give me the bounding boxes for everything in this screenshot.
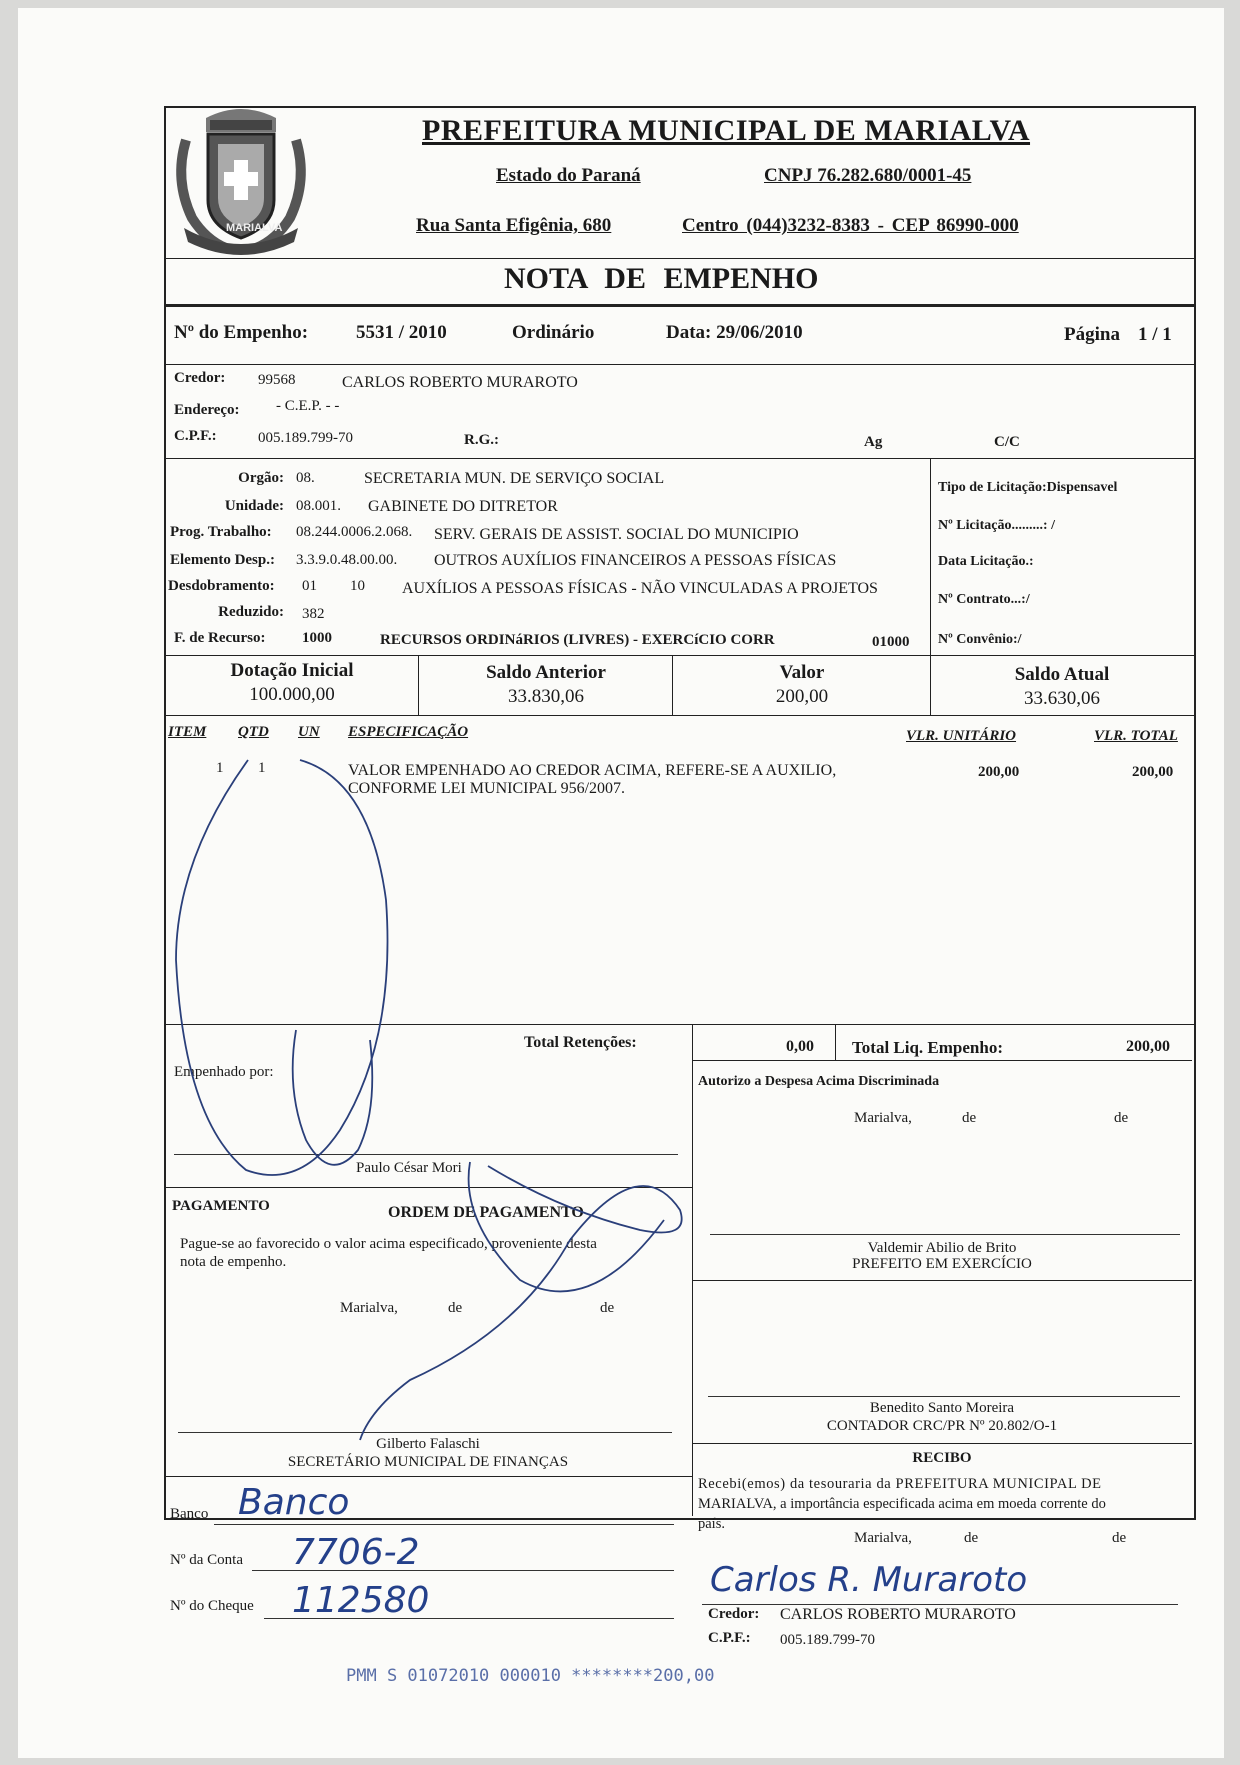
contador-cargo: CONTADOR CRC/PR Nº 20.802/O-1 <box>826 1418 1058 1434</box>
reduzido-label: Reduzido: <box>218 604 284 620</box>
valor-label: Valor <box>779 662 825 683</box>
row-item: 1 <box>216 760 224 776</box>
prefeito-nome: Valdemir Abilio de Brito <box>867 1240 1017 1256</box>
recibo-title: RECIBO <box>912 1450 972 1466</box>
ag-label: Ag <box>864 434 883 450</box>
row-total-value: 200,00 <box>1132 764 1174 780</box>
ordem-pagamento-label: ORDEM DE PAGAMENTO <box>388 1204 584 1221</box>
recibo-credor-nome: CARLOS ROBERTO MURAROTO <box>780 1606 1016 1623</box>
cc-label: C/C <box>994 434 1020 450</box>
pagamento-local: Marialva, <box>340 1300 398 1316</box>
saldo-atual-value: 33.630,06 <box>1024 688 1100 709</box>
payment-stamp: PMM S 01072010 000010 ********200,00 <box>346 1666 715 1686</box>
total-liq-label: Total Liq. Empenho: <box>852 1038 1003 1057</box>
conta-handwritten: 7706-2 <box>292 1532 420 1573</box>
prog-name: SERV. GERAIS DE ASSIST. SOCIAL DO MUNICIPIO <box>434 526 799 543</box>
page-label: Página <box>1064 324 1120 345</box>
col-qtd-header: QTD <box>238 724 269 740</box>
reduzido-value: 382 <box>302 606 325 622</box>
elemento-label: Elemento Desp.: <box>170 552 275 568</box>
empenho-number-label: Nº do Empenho: <box>174 322 309 343</box>
credor-name: CARLOS ROBERTO MURAROTO <box>342 374 578 391</box>
retencoes-label: Total Retenções: <box>524 1034 637 1051</box>
retencoes-value: 0,00 <box>786 1038 814 1055</box>
cpf-label: C.P.F.: <box>174 428 217 444</box>
desdobramento-code1: 01 <box>302 578 317 594</box>
recibo-text-line2: MARIALVA, a importância especificada acima em moeda corrente do <box>698 1496 1106 1512</box>
banco-label: Banco <box>170 1506 209 1522</box>
pagamento-de2: de <box>600 1300 615 1316</box>
recibo-local: Marialva, <box>854 1530 912 1546</box>
recibo-text-line3: país. <box>698 1516 725 1532</box>
unidade-name: GABINETE DO DITRETOR <box>368 498 558 515</box>
empenho-number: 5531 / 2010 <box>356 322 447 343</box>
secretario-cargo: SECRETÁRIO MUNICIPAL DE FINANÇAS <box>287 1454 569 1470</box>
recibo-cpf-label: C.P.F.: <box>708 1630 751 1646</box>
autorizo-de1: de <box>962 1110 977 1126</box>
numero-convenio: Nº Convênio:/ <box>938 632 1022 647</box>
prog-label: Prog. Trabalho: <box>170 524 272 540</box>
dotacao-inicial-label: Dotação Inicial <box>230 660 354 681</box>
recurso-name: RECURSOS ORDINáRIOS (LIVRES) - EXERCíCIO CORR <box>380 632 775 648</box>
row-espec-line1: VALOR EMPENHADO AO CREDOR ACIMA, REFERE-SE A AUXILIO, <box>348 762 837 779</box>
contact-text: Centro (044)3232-8383 - CEP 86990-000 <box>682 215 1019 236</box>
recibo-text-line1: Recebi(emos) da tesouraria da PREFEITURA MUNICIPAL DE <box>698 1476 1102 1492</box>
recurso-code2: 01000 <box>872 634 910 650</box>
saldo-atual-label: Saldo Atual <box>1014 664 1110 685</box>
row-espec-line2: CONFORME LEI MUNICIPAL 956/2007. <box>348 780 626 797</box>
elemento-name: OUTROS AUXÍLIOS FINANCEIROS A PESSOAS FÍSICAS <box>434 552 837 569</box>
orgao-label: Orgão: <box>238 470 284 486</box>
valor-value: 200,00 <box>775 686 829 707</box>
recibo-de2: de <box>1112 1530 1127 1546</box>
recurso-code: 1000 <box>302 630 332 646</box>
empenho-type: Ordinário <box>512 322 595 343</box>
cheque-handwritten: 112580 <box>292 1580 430 1621</box>
row-qtd: 1 <box>258 760 266 776</box>
cpf-value: 005.189.799-70 <box>258 430 353 446</box>
credor-signature: Carlos R. Muraroto <box>710 1560 1028 1600</box>
contador-nome: Benedito Santo Moreira <box>869 1400 1015 1416</box>
empenhado-nome: Paulo César Mori <box>356 1160 462 1176</box>
desdobramento-name: AUXÍLIOS A PESSOAS FÍSICAS - NÃO VINCULADAS A PROJETOS <box>402 580 878 597</box>
pagamento-text-line2: nota de empenho. <box>180 1254 287 1270</box>
col-item-header: ITEM <box>168 724 207 740</box>
numero-contrato: Nº Contrato...:/ <box>938 592 1030 607</box>
desdobramento-code2: 10 <box>350 578 365 594</box>
orgao-name: SECRETARIA MUN. DE SERVIÇO SOCIAL <box>364 470 665 487</box>
pagamento-label: PAGAMENTO <box>172 1198 270 1214</box>
recurso-label: F. de Recurso: <box>174 630 266 646</box>
address-text: Rua Santa Efigênia, 680 <box>416 215 612 236</box>
page-number: 1 / 1 <box>1138 324 1172 345</box>
recibo-credor-label: Credor: <box>708 1606 760 1622</box>
conta-label: Nº da Conta <box>170 1552 243 1568</box>
autorizo-local: Marialva, <box>854 1110 912 1126</box>
endereco-value: - C.E.P. - - <box>276 398 340 414</box>
document-title: NOTA DE EMPENHO <box>504 262 819 295</box>
estado-text: Estado do Paraná <box>496 165 641 186</box>
credor-code: 99568 <box>258 372 296 388</box>
autorizo-de2: de <box>1114 1110 1129 1126</box>
unidade-label: Unidade: <box>224 498 284 514</box>
col-unit-header: VLR. UNITÁRIO <box>906 728 1017 744</box>
orgao-code: 08. <box>296 470 315 486</box>
rg-label: R.G.: <box>464 432 499 448</box>
autorizo-text: Autorizo a Despesa Acima Discriminada <box>698 1074 940 1089</box>
saldo-anterior-label: Saldo Anterior <box>486 662 606 683</box>
col-espec-header: ESPECIFICAÇÃO <box>348 724 469 740</box>
empenhado-label: Empenhado por: <box>174 1064 274 1080</box>
prefeitura-title: PREFEITURA MUNICIPAL DE MARIALVA <box>422 114 1031 147</box>
endereco-label: Endereço: <box>174 402 240 418</box>
row-unit-value: 200,00 <box>978 764 1020 780</box>
recibo-cpf-value: 005.189.799-70 <box>780 1632 875 1648</box>
cheque-label: Nº do Cheque <box>170 1598 254 1614</box>
pagamento-text-line1: Pague-se ao favorecido o valor acima especificado, proveniente desta <box>180 1236 597 1252</box>
saldo-anterior-value: 33.830,06 <box>508 686 584 707</box>
pagamento-de1: de <box>448 1300 463 1316</box>
banco-handwritten: Banco <box>238 1482 350 1523</box>
prefeito-cargo: PREFEITO EM EXERCÍCIO <box>852 1256 1032 1272</box>
crest-banner-text: MARIALVA <box>226 222 283 234</box>
dotacao-inicial-value: 100.000,00 <box>249 684 335 705</box>
elemento-code: 3.3.9.0.48.00.00. <box>296 552 398 568</box>
numero-licitacao: Nº Licitação.........: / <box>938 518 1055 533</box>
recibo-de1: de <box>964 1530 979 1546</box>
credor-label: Credor: <box>174 370 226 386</box>
tipo-licitacao: Tipo de Licitação:Dispensavel <box>938 480 1118 495</box>
empenho-date: Data: 29/06/2010 <box>666 322 803 343</box>
col-un-header: UN <box>298 724 320 740</box>
unidade-code: 08.001. <box>296 498 341 514</box>
prog-code: 08.244.0006.2.068. <box>296 524 413 540</box>
cnpj-text: CNPJ 76.282.680/0001-45 <box>764 165 972 186</box>
desdobramento-label: Desdobramento: <box>168 578 275 594</box>
total-liq-value: 200,00 <box>1126 1038 1170 1055</box>
secretario-nome: Gilberto Falaschi <box>376 1436 480 1452</box>
data-licitacao: Data Licitação.: <box>938 554 1034 569</box>
nota-empenho-form <box>164 106 1196 1520</box>
col-total-header: VLR. TOTAL <box>1094 728 1178 744</box>
